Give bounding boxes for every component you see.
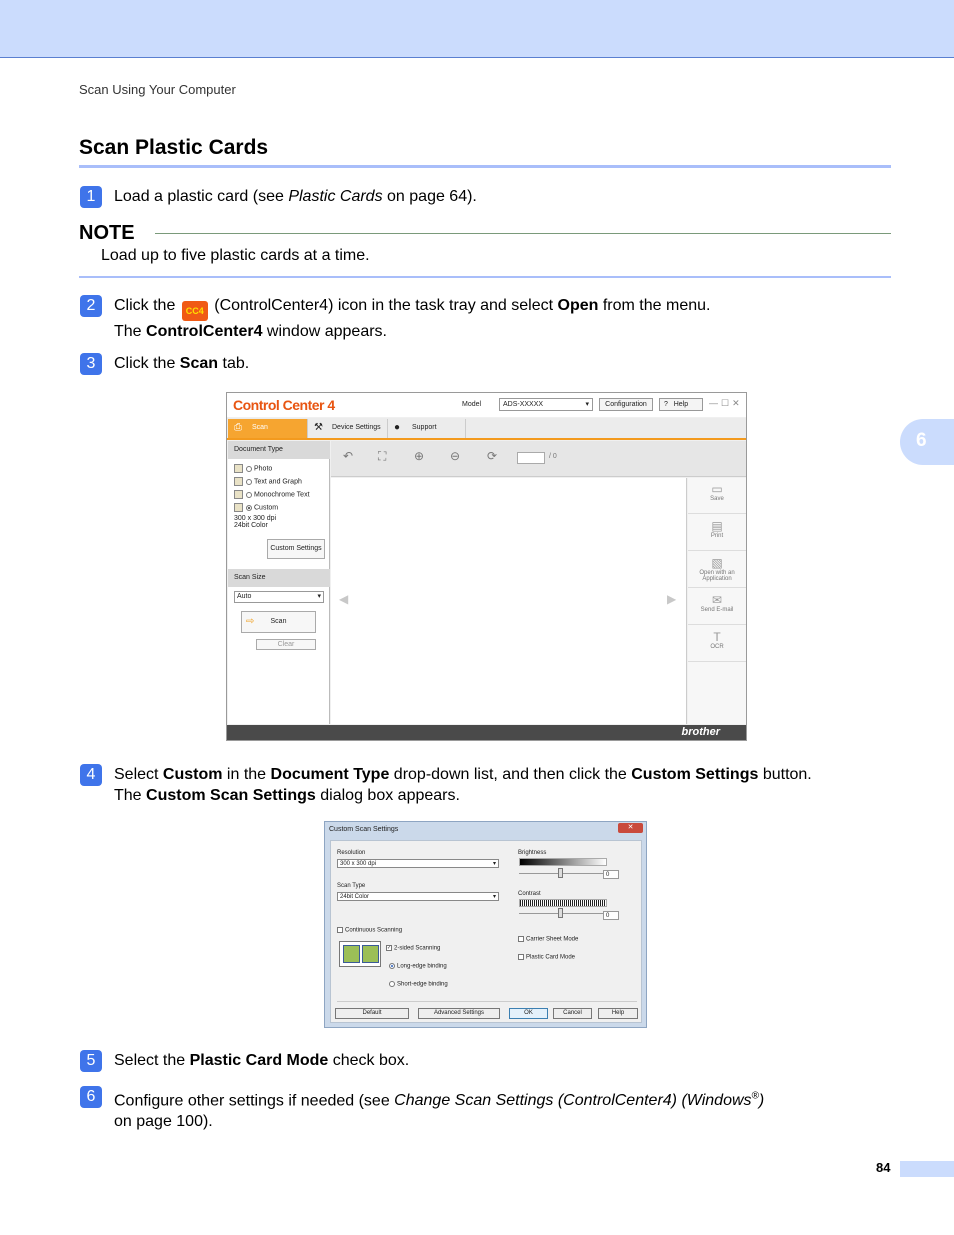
carrier-sheet-mode-checkbox[interactable]: Carrier Sheet Mode: [518, 936, 578, 943]
zoom-out-icon[interactable]: ⊖: [450, 449, 461, 463]
person-icon: ●: [394, 422, 401, 433]
step-5-text: Select the Plastic Card Mode check box.: [114, 1052, 410, 1069]
section-title: Scan Plastic Cards: [79, 136, 269, 159]
contrast-pattern: [519, 899, 607, 907]
cc-help-button[interactable]: ? Help: [659, 398, 703, 411]
cc-document-type-head: Document Type: [228, 441, 330, 459]
page-number: 84: [876, 1160, 891, 1175]
ok-button[interactable]: OK: [509, 1008, 548, 1019]
step-6-number: 6: [80, 1086, 102, 1108]
cc-page-select[interactable]: [517, 452, 545, 464]
advanced-settings-button[interactable]: Advanced Settings: [418, 1008, 500, 1019]
brightness-label: Brightness: [518, 850, 547, 856]
cancel-button[interactable]: Cancel: [553, 1008, 592, 1019]
resolution-select[interactable]: 300 x 300 dpi ▾: [337, 859, 499, 868]
cc-print-button[interactable]: ▤ Print: [688, 515, 746, 551]
cc-tab-support[interactable]: ● Support: [388, 419, 466, 438]
help-button[interactable]: Help: [598, 1008, 638, 1019]
note-text: Load up to five plastic cards at a time.: [101, 247, 370, 264]
close-icon[interactable]: ✕: [618, 823, 643, 833]
cc-tab-scan[interactable]: ⎙ Scan: [228, 419, 308, 438]
cc-brand-logo: brother: [681, 726, 720, 738]
cc-configuration-button[interactable]: Configuration: [599, 398, 653, 411]
document-icon: [234, 490, 243, 499]
plastic-card-mode-checkbox[interactable]: Plastic Card Mode: [518, 954, 575, 961]
page-number-bar: [900, 1161, 954, 1177]
controlcenter-tray-icon: CC4: [182, 301, 208, 321]
cc-tab-device-settings[interactable]: ⚒ Device Settings: [308, 419, 388, 438]
contrast-value[interactable]: 0: [603, 911, 619, 920]
save-icon: ▭: [711, 482, 723, 496]
step-1-number: 1: [80, 186, 102, 208]
scan-arrow-icon: ⇨: [246, 616, 255, 627]
cc-doc-option-mono[interactable]: Monochrome Text: [234, 490, 310, 501]
plastic-cards-link[interactable]: Plastic Cards: [288, 188, 383, 205]
cc-preview-area: [331, 478, 687, 724]
cc-ocr-button[interactable]: T OCR: [688, 626, 746, 662]
step-4-text: Select Custom in the Document Type drop-down list, and then click the Custom Settings button. The Custom Scan Settings dialog box appears.: [114, 766, 812, 804]
step-6-text: Configure other settings if needed (see Change Scan Settings (ControlCenter4) (Windows®) on page 100).: [114, 1091, 765, 1131]
cc-doc-option-custom[interactable]: Custom: [234, 503, 278, 514]
running-header: Scan Using Your Computer: [79, 82, 236, 97]
photo-icon: [234, 464, 243, 473]
cc-custom-settings-button[interactable]: Custom Settings: [267, 539, 325, 559]
dialog-separator: [337, 1001, 637, 1002]
cc-send-email-button[interactable]: ✉ Send E-mail: [688, 589, 746, 625]
brightness-slider[interactable]: [558, 868, 563, 878]
image-icon: ▧: [711, 556, 723, 570]
tools-icon: ⚒: [314, 422, 323, 433]
next-arrow-icon[interactable]: ▶: [667, 592, 677, 606]
resolution-label: Resolution: [337, 850, 366, 856]
print-icon: ▤: [711, 519, 723, 533]
document-icon: [234, 503, 243, 512]
cc-titlebar: [227, 393, 746, 417]
scanner-icon: ⎙: [234, 422, 242, 433]
dialog-body: [330, 840, 642, 1023]
controlcenter-window: [226, 392, 747, 741]
step-3-text: Click the Scan tab.: [114, 355, 250, 372]
cc-scan-size-head: Scan Size: [228, 569, 330, 587]
ocr-icon: T: [713, 630, 721, 644]
chapter-number: 6: [916, 430, 927, 451]
rotate-icon[interactable]: ↶: [343, 449, 354, 463]
contrast-label: Contrast: [518, 891, 541, 897]
chapter-tab[interactable]: [900, 419, 954, 465]
scan-type-select[interactable]: 24bit Color ▾: [337, 892, 499, 901]
cc-custom-resolution: 300 x 300 dpi: [234, 515, 277, 522]
cc-doc-option-text-graph[interactable]: Text and Graph: [234, 477, 302, 488]
cc-footer: [227, 725, 746, 740]
custom-scan-settings-dialog: [324, 821, 647, 1028]
cc-model-select[interactable]: ADS-XXXXX ▾: [499, 398, 593, 411]
cc-toolbar: [331, 441, 746, 477]
cc-action-panel: [688, 478, 746, 724]
cc-help-icon: ?: [664, 401, 668, 408]
cc-tab-bar: [227, 418, 746, 440]
brightness-gradient: [519, 858, 607, 866]
short-edge-binding-radio[interactable]: Short-edge binding: [389, 981, 448, 988]
cc-custom-color: 24bit Color: [234, 522, 268, 529]
cc-logo: Control Center 4: [233, 397, 335, 413]
step-5-number: 5: [80, 1050, 102, 1072]
zoom-in-icon[interactable]: ⊕: [414, 449, 425, 463]
title-rule: [79, 165, 891, 168]
cc-page-counter: / 0: [549, 453, 557, 460]
step-4-number: 4: [80, 764, 102, 786]
cc-scan-size-select[interactable]: Auto ▾: [234, 591, 324, 603]
brightness-value[interactable]: 0: [603, 870, 619, 879]
change-scan-settings-link[interactable]: Change Scan Settings (ControlCenter4) (Windows®): [394, 1091, 765, 1110]
fit-icon[interactable]: ⛶: [378, 449, 387, 463]
cc-scan-button[interactable]: ⇨ Scan: [241, 611, 316, 633]
cc-clear-button[interactable]: Clear: [256, 639, 316, 650]
step-3-number: 3: [80, 353, 102, 375]
cc-doc-option-photo[interactable]: Photo: [234, 464, 272, 475]
step-1-text: Load a plastic card (see Plastic Cards on page 64).: [114, 188, 477, 205]
cc-open-app-button[interactable]: ▧ Open with an Application: [688, 552, 746, 588]
continuous-scanning-checkbox[interactable]: Continuous Scanning: [337, 927, 402, 934]
note-bottom-rule: [79, 276, 891, 278]
long-edge-binding-radio[interactable]: Long-edge binding: [389, 963, 447, 970]
cc-model-label: Model: [462, 401, 482, 408]
cc-left-panel: [228, 441, 330, 724]
step-2-number: 2: [80, 295, 102, 317]
document-icon: [234, 477, 243, 486]
default-button[interactable]: Default: [335, 1008, 409, 1019]
note-title: NOTE: [79, 222, 135, 244]
step-2-text: Click the CC4 (ControlCenter4) icon in the task tray and select Open from the menu. The ControlCenter4 window appears.: [114, 297, 711, 340]
duplex-binding-image: [339, 941, 381, 967]
dialog-title: Custom Scan Settings: [329, 826, 399, 833]
note-rule: [155, 233, 891, 234]
cc-save-button[interactable]: ▭ Save: [688, 478, 746, 514]
scan-type-label: Scan Type: [337, 883, 366, 889]
top-header-band: [0, 0, 954, 58]
two-sided-scanning-checkbox[interactable]: ✓ 2-sided Scanning: [387, 945, 441, 952]
prev-arrow-icon[interactable]: ◀: [339, 592, 349, 606]
crop-icon[interactable]: ⟳: [487, 449, 498, 463]
contrast-slider[interactable]: [558, 908, 563, 918]
cc-window-controls[interactable]: —☐✕: [709, 398, 743, 408]
envelope-icon: ✉: [711, 593, 723, 607]
